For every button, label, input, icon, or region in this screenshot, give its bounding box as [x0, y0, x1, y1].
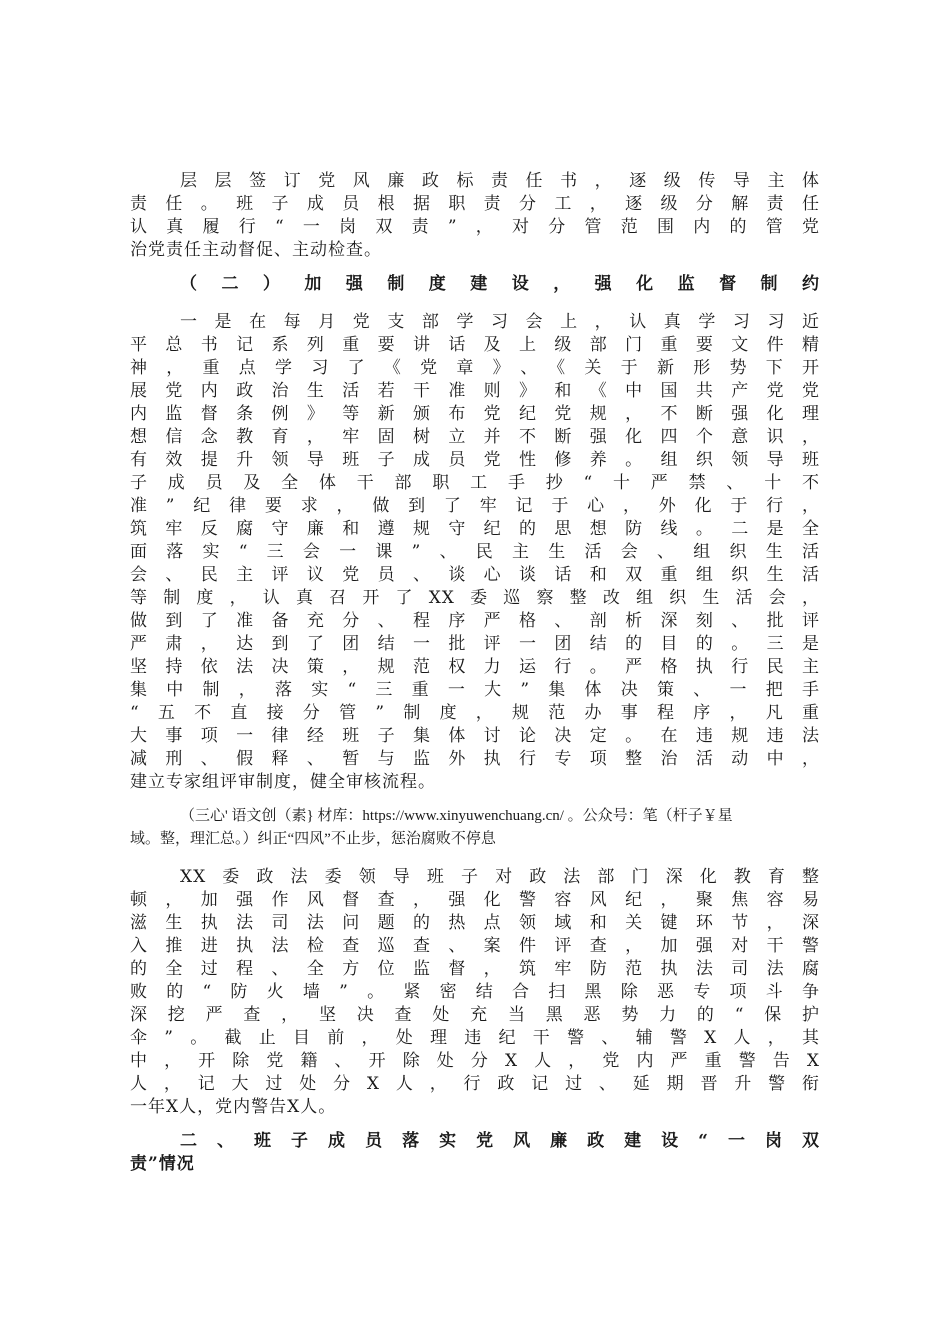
paragraph-line: 败的“防火墙”。紧密结合扫黑除恶专项斗争 — [130, 982, 820, 1002]
paragraph-line: 有效提升领导班子成员党性修养。组织领导班 — [130, 450, 820, 470]
section-heading-3: 域。整，理汇总。）纠正“四风”不止步，惩治腐败不停息 — [130, 831, 496, 847]
paragraph-line: 子成员及全体干部职工手抄“十严禁、十不 — [130, 473, 820, 493]
paragraph-line: 面落实“三会一课”、民主生活会、组织生活 — [130, 542, 820, 562]
paragraph-line: 治党责任主动督促、主动检查。 — [130, 240, 382, 260]
paragraph-line: 滋生执法司法问题的热点领域和关键环节，深 — [130, 913, 820, 933]
paragraph-line: 坚持依法决策，规范权力运行。严格执行民主 — [130, 657, 820, 677]
paragraph-line: 一是在每月党支部学习会上，认真学习习近 — [180, 312, 820, 332]
section-heading-2: （二）加强制度建设，强化监督制约 — [180, 274, 820, 294]
section-heading-main: 二、班子成员落实党风廉政建设“一岗双 — [180, 1131, 820, 1151]
paragraph-line: 责任。班子成员根据职责分工，逐级分解责任 — [130, 194, 820, 214]
paragraph-line: 中，开除党籍、开除处分X人，党内严重警告X — [130, 1051, 820, 1071]
paragraph-line: 深挖严查，坚决查处充当黑恶势力的“保护 — [130, 1005, 820, 1025]
paragraph-line: 平总书记系列重要讲话及上级部门重要文件精 — [130, 335, 820, 355]
paragraph-line: 人，记大过处分X人，行政记过、延期晋升警衔 — [130, 1074, 820, 1094]
paragraph-line: 一年X人，党内警告X人。 — [130, 1097, 337, 1117]
paragraph-line: XX委政法委领导班子对政法部门深化教育整 — [180, 867, 820, 887]
paragraph-line: 想信念教育，牢固树立并不断强化四个意识， — [130, 427, 820, 447]
paragraph-line: 等制度，认真召开了XX委巡察整改组织生活会， — [130, 588, 820, 608]
paragraph-line: 内监督条例》等新颁布党纪党规，不断强化理 — [130, 404, 820, 424]
paragraph-line: 严肃，达到了团结一批评一团结的目的。三是 — [130, 634, 820, 654]
paragraph-line: 筑牢反腐守廉和遵规守纪的思想防线。二是全 — [130, 519, 820, 539]
section-heading-main-cont: 责”情况 — [130, 1154, 195, 1174]
paragraph-line: 神，重点学习了《党章》、《关于新形势下开 — [130, 358, 820, 378]
paragraph-line: 伞”。截止目前，处理违纪干警、辅警X人，其 — [130, 1028, 820, 1048]
paragraph-line: 入推进执法检查巡查、案件评查，加强对干警 — [130, 936, 820, 956]
paragraph-line: 会、民主评议党员、谈心谈话和双重组织生活 — [130, 565, 820, 585]
paragraph-line: “五不直接分管”制度，规范办事程序，凡重 — [130, 703, 820, 723]
paragraph-line: 做到了准备充分、程序严格、剖析深刻、批评 — [130, 611, 820, 631]
paragraph-line: 准”纪律要求，做到了牢记于心，外化于行， — [130, 496, 820, 516]
paragraph-line: 减刑、假释、暂与监外执行专项整治活动中， — [130, 749, 820, 769]
paragraph-line: 认真履行“一岗双责”，对分管范围内的管党 — [130, 217, 820, 237]
paragraph-line: 展党内政治生活若干准则》和《中国共产党党 — [130, 381, 820, 401]
paragraph-line: 大事项一律经班子集体讨论决定。在违规违法 — [130, 726, 820, 746]
paragraph-line: 的全过程、全方位监督，筑牢防范执法司法腐 — [130, 959, 820, 979]
paragraph-line: 层层签订党风廉政标责任书，逐级传导主体 — [180, 171, 820, 191]
paragraph-line: 建立专家组评审制度，健全审核流程。 — [130, 772, 436, 792]
paragraph-line: 集中制，落实“三重一大”集体决策、一把手 — [130, 680, 820, 700]
paragraph-line: 顿，加强作风督查，强化警容风纪，聚焦容易 — [130, 890, 820, 910]
watermark-note-line: （三心' 语文创（素} 材库：https://www.xinyuwenchuang.cn/ 。公众号：笔（杆子￥星 — [180, 808, 733, 824]
